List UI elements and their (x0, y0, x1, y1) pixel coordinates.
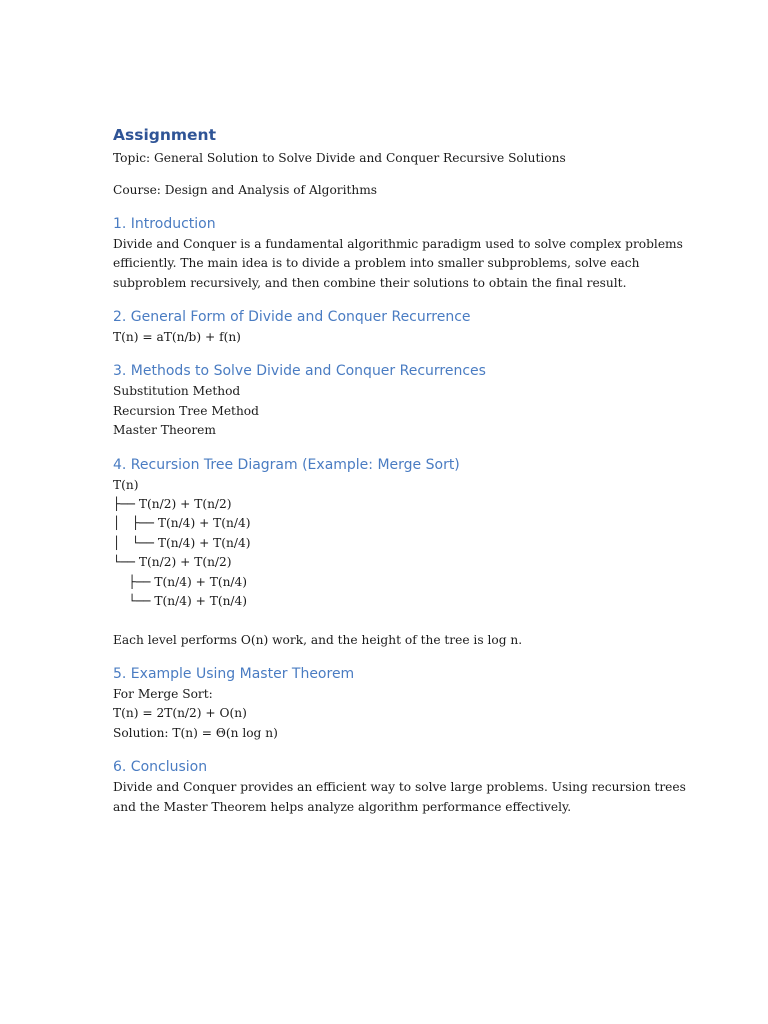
tree-line: │ ├── T(n/4) + T(n/4) (113, 516, 251, 531)
section-heading-introduction: 1. Introduction (113, 215, 216, 232)
paragraph-line: Divide and Conquer is a fundamental algorithmic paradigm used to solve complex problems (113, 236, 683, 251)
document-title: Assignment (113, 126, 216, 144)
paragraph-line: and the Master Theorem helps analyze algorithm performance effectively. (113, 799, 572, 814)
section-heading-conclusion: 6. Conclusion (113, 759, 208, 776)
example-line: For Merge Sort: (113, 686, 213, 701)
tree-line: ├── T(n/2) + T(n/2) (113, 497, 232, 512)
tree-line: T(n) (113, 477, 139, 492)
paragraph-line: efficiently. The main idea is to divide a problem into smaller subproblems, solve each (113, 256, 640, 271)
methods-list (113, 382, 673, 440)
tree-note: Each level performs O(n) work, and the height of the tree is log n. (113, 632, 523, 647)
course-line: Course: Design and Analysis of Algorithms (113, 183, 378, 198)
section-heading-general-form: 2. General Form of Divide and Conquer Recurrence (113, 309, 471, 326)
example-line: T(n) = 2T(n/2) + O(n) (113, 706, 247, 721)
introduction-paragraph (113, 235, 683, 293)
section-heading-recursion-tree: 4. Recursion Tree Diagram (Example: Merge Sort) (113, 456, 460, 473)
document-body (113, 123, 686, 817)
method-item: Master Theorem (113, 423, 216, 438)
tree-line: ├── T(n/4) + T(n/4) (113, 574, 248, 589)
tree-line: └── T(n/4) + T(n/4) (113, 594, 248, 609)
topic-line: Topic: General Solution to Solve Divide and Conquer Recursive Solutions (113, 151, 566, 165)
method-item: Recursion Tree Method (113, 403, 259, 418)
paragraph-line: subproblem recursively, and then combine their solutions to obtain the final result. (113, 275, 627, 290)
section-heading-methods: 3. Methods to Solve Divide and Conquer Recurrences (113, 363, 486, 380)
conclusion-paragraph (113, 778, 686, 817)
tree-line: │ └── T(n/4) + T(n/4) (113, 535, 251, 550)
master-theorem-example (113, 685, 673, 743)
recursion-tree-diagram (113, 476, 673, 612)
method-item: Substitution Method (113, 384, 241, 399)
tree-line: └── T(n/2) + T(n/2) (113, 555, 232, 570)
paragraph-line: Divide and Conquer provides an efficient way to solve large problems. Using recursion trees (113, 780, 686, 795)
recurrence-formula: T(n) = aT(n/b) + f(n) (113, 330, 241, 345)
example-line: Solution: T(n) = Θ(n log n) (113, 725, 278, 740)
section-heading-master-theorem: 5. Example Using Master Theorem (113, 665, 355, 682)
